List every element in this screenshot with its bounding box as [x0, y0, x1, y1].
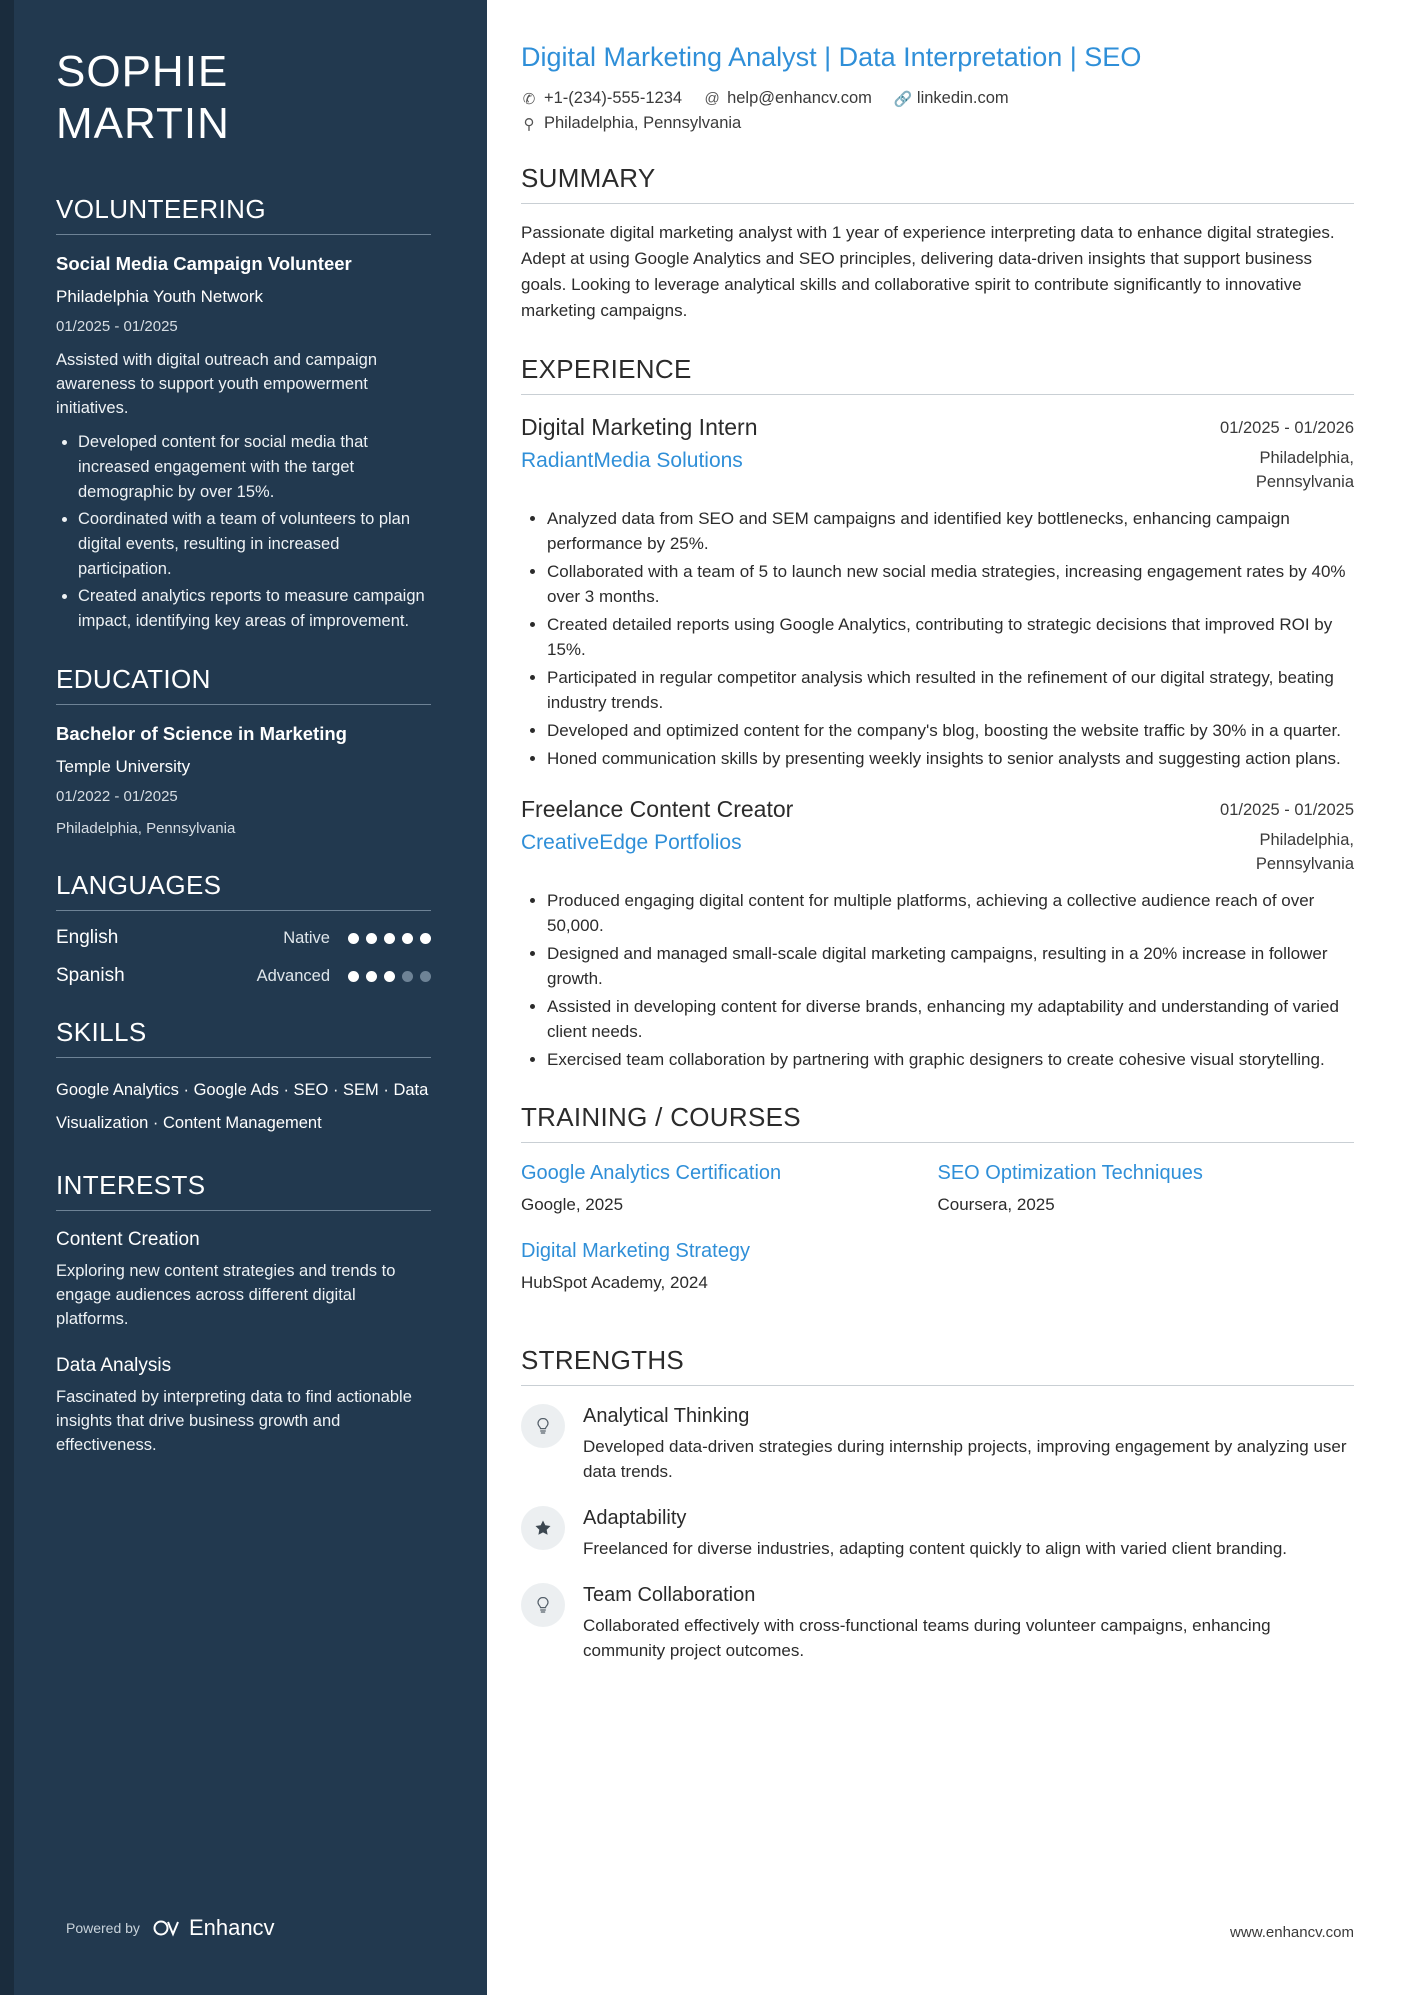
contact-location-text: Philadelphia, Pennsylvania [544, 114, 742, 132]
strength-item [521, 1504, 1354, 1561]
volunteering-heading: VOLUNTEERING [56, 194, 431, 235]
list-item: • Participated in regular competitor analysis which resulted in the refinement of our digital strategy, beating industry trends. [547, 665, 1354, 715]
experience-item [521, 793, 1354, 1072]
contact-phone[interactable] [521, 89, 682, 108]
skills-list: Google Analytics · Google Ads · SEO · SEM · Data Visualization · Content Management [56, 1081, 429, 1132]
main-content [487, 0, 1410, 1995]
contact-email-text: help@enhancv.com [727, 89, 872, 107]
rating-dot [384, 971, 395, 982]
training-heading: TRAINING / COURSES [521, 1102, 1354, 1143]
lightbulb-glyph [534, 1596, 552, 1614]
experience-bullets [547, 506, 1354, 771]
phone-icon: ✆ [522, 90, 536, 108]
language-row [56, 927, 431, 949]
interest-description: Exploring new content strategies and trends to engage audiences across different digital platforms. [56, 1262, 396, 1328]
language-rating-dots [348, 933, 431, 944]
star-icon [521, 1506, 565, 1550]
strength-title: Analytical Thinking [583, 1405, 750, 1427]
footer-website-url: www.enhancv.com [1230, 1924, 1354, 1941]
interests-heading: INTERESTS [56, 1170, 431, 1211]
rating-dot [348, 933, 359, 944]
list-item: • Produced engaging digital content for multiple platforms, achieving a collective audience reach of over 50,000. [547, 888, 1354, 938]
rating-dot [348, 971, 359, 982]
experience-company[interactable]: RadiantMedia Solutions [521, 449, 743, 472]
professional-headline: Digital Marketing Analyst | Data Interpretation | SEO [521, 42, 1142, 72]
rating-dot [366, 933, 377, 944]
strength-item [521, 1402, 1354, 1484]
list-item: • Collaborated with a team of 5 to launch new social media strategies, increasing engagement rates by 40% over 3 months. [547, 559, 1354, 609]
section-summary [521, 163, 1354, 324]
experience-subheader [521, 828, 1354, 876]
lightbulb-icon [521, 1583, 565, 1627]
section-skills [56, 1017, 431, 1140]
lightbulb-glyph [534, 1417, 552, 1435]
language-level: Native [283, 928, 330, 947]
list-item: • Designed and managed small-scale digital marketing campaigns, resulting in a 20% increase in follower growth. [547, 941, 1354, 991]
strength-description: Freelanced for diverse industries, adapting content quickly to align with varied client branding. [583, 1539, 1288, 1558]
rating-dot [420, 971, 431, 982]
education-location: Philadelphia, Pennsylvania [56, 820, 236, 837]
summary-heading: SUMMARY [521, 163, 1354, 204]
volunteering-date: 01/2025 - 01/2025 [56, 318, 178, 335]
training-meta: HubSpot Academy, 2024 [521, 1273, 708, 1292]
languages-heading: LANGUAGES [56, 870, 431, 911]
experience-subheader [521, 446, 1354, 494]
experience-heading: EXPERIENCE [521, 354, 1354, 395]
list-item: • Created analytics reports to measure campaign impact, identifying key areas of improvement. [78, 584, 431, 634]
list-item: • Exercised team collaboration by partnering with graphic designers to create cohesive visual storytelling. [547, 1047, 1354, 1072]
list-item: • Honed communication skills by presenting weekly insights to senior analysts and suggesting action plans. [547, 746, 1354, 771]
experience-item [521, 411, 1354, 771]
summary-text: Passionate digital marketing analyst with 1 year of experience interpreting data to enhance digital strategies. Adept at using Google Analytics and SEO principles, delivering data-driven insights that support business goals. Looking to leverage analytical skills and collaborative spirit to contribute significantly to innovative marketing campaigns. [521, 223, 1335, 320]
candidate-first-name: SOPHIE [56, 47, 229, 96]
list-item: • Developed and optimized content for the company's blog, boosting the website traffic by 30% in a quarter. [547, 718, 1354, 743]
experience-header [521, 793, 1354, 825]
experience-title: Freelance Content Creator [521, 796, 794, 822]
section-languages [56, 870, 431, 987]
experience-location: Philadelphia, Pennsylvania [1255, 449, 1354, 491]
contact-linkedin-text: linkedin.com [916, 89, 1009, 107]
rating-dot [420, 933, 431, 944]
contact-phone-text: +1-(234)-555-1234 [544, 89, 683, 107]
contact-row-primary [521, 89, 1354, 108]
strength-title: Adaptability [583, 1507, 687, 1529]
lightbulb-icon [521, 1404, 565, 1448]
interest-description: Fascinated by interpreting data to find actionable insights that drive business growth and effectiveness. [56, 1388, 412, 1454]
language-name: English [56, 927, 119, 948]
interest-title: Content Creation [56, 1229, 200, 1250]
rating-dot [402, 933, 413, 944]
training-item [938, 1159, 1355, 1215]
education-date: 01/2022 - 01/2025 [56, 788, 178, 805]
candidate-last-name: MARTIN [56, 99, 230, 148]
language-row [56, 965, 431, 987]
strength-body [583, 1504, 1354, 1561]
experience-location: Philadelphia, Pennsylvania [1255, 831, 1354, 873]
enhancv-wordmark: Enhancv [188, 1915, 275, 1940]
training-name[interactable]: SEO Optimization Techniques [937, 1162, 1203, 1184]
training-item [521, 1237, 938, 1293]
experience-date: 01/2025 - 01/2026 [1220, 419, 1354, 437]
rating-dot [384, 933, 395, 944]
training-list [521, 1159, 1354, 1315]
volunteering-title: Social Media Campaign Volunteer [56, 253, 352, 274]
location-pin-icon: ⚲ [523, 115, 535, 133]
section-volunteering [56, 194, 431, 634]
experience-company[interactable]: CreativeEdge Portfolios [521, 831, 742, 854]
training-name[interactable]: Digital Marketing Strategy [521, 1240, 750, 1262]
strength-item [521, 1581, 1354, 1663]
star-glyph [534, 1519, 552, 1537]
list-item: • Created detailed reports using Google Analytics, contributing to strategic decisions that improved ROI by 15%. [547, 612, 1354, 662]
strength-title: Team Collaboration [583, 1584, 756, 1606]
experience-title: Digital Marketing Intern [521, 414, 758, 440]
sidebar-accent-stripe [0, 0, 14, 1995]
training-meta: Coursera, 2025 [937, 1195, 1055, 1214]
strengths-heading: STRENGTHS [521, 1345, 1354, 1386]
contact-location [521, 114, 741, 133]
language-name: Spanish [56, 965, 125, 986]
experience-date: 01/2025 - 01/2025 [1220, 801, 1354, 819]
section-education [56, 664, 431, 840]
training-name[interactable]: Google Analytics Certification [521, 1162, 782, 1184]
section-interests [56, 1170, 431, 1457]
education-school: Temple University [56, 757, 191, 776]
volunteering-org: Philadelphia Youth Network [56, 287, 263, 306]
strength-body [583, 1402, 1354, 1484]
skills-heading: SKILLS [56, 1017, 431, 1058]
rating-dot [402, 971, 413, 982]
contact-linkedin[interactable] [894, 89, 1009, 108]
enhancv-mark-icon [152, 1918, 182, 1938]
list-item: • Assisted in developing content for diverse brands, enhancing my adaptability and understanding of varied client needs. [547, 994, 1354, 1044]
enhancv-logo [152, 1915, 275, 1941]
section-experience [521, 354, 1354, 1072]
training-meta: Google, 2025 [521, 1195, 624, 1214]
list-item: • Developed content for social media that increased engagement with the target demographic by over 15%. [78, 430, 431, 505]
interest-title: Data Analysis [56, 1355, 172, 1376]
volunteering-description: Assisted with digital outreach and campaign awareness to support youth empowerment initiatives. [56, 351, 378, 417]
list-item: • Coordinated with a team of volunteers to plan digital events, resulting in increased participation. [78, 507, 431, 582]
education-heading: EDUCATION [56, 664, 431, 705]
powered-by-label: Powered by [66, 1920, 140, 1936]
strength-description: Collaborated effectively with cross-functional teams during volunteer campaigns, enhancing community project outcomes. [583, 1616, 1271, 1660]
powered-by-footer [66, 1915, 275, 1941]
training-item [521, 1159, 938, 1215]
section-training [521, 1102, 1354, 1315]
strength-body [583, 1581, 1354, 1663]
contact-row-location [521, 114, 1354, 133]
contact-email[interactable] [704, 89, 872, 108]
list-item: • Analyzed data from SEO and SEM campaigns and identified key bottlenecks, enhancing campaign performance by 25%. [547, 506, 1354, 556]
link-icon: 🔗 [893, 90, 913, 108]
education-degree: Bachelor of Science in Marketing [56, 723, 347, 744]
section-strengths [521, 1345, 1354, 1663]
rating-dot [366, 971, 377, 982]
candidate-name [56, 46, 431, 150]
volunteering-bullets [78, 430, 431, 634]
language-rating-dots [348, 971, 431, 982]
experience-header [521, 411, 1354, 443]
sidebar [0, 0, 487, 1995]
language-level: Advanced [256, 966, 330, 985]
experience-bullets [547, 888, 1354, 1072]
email-icon: @ [704, 90, 720, 107]
strength-description: Developed data-driven strategies during internship projects, improving engagement by analyzing user data trends. [583, 1437, 1347, 1481]
